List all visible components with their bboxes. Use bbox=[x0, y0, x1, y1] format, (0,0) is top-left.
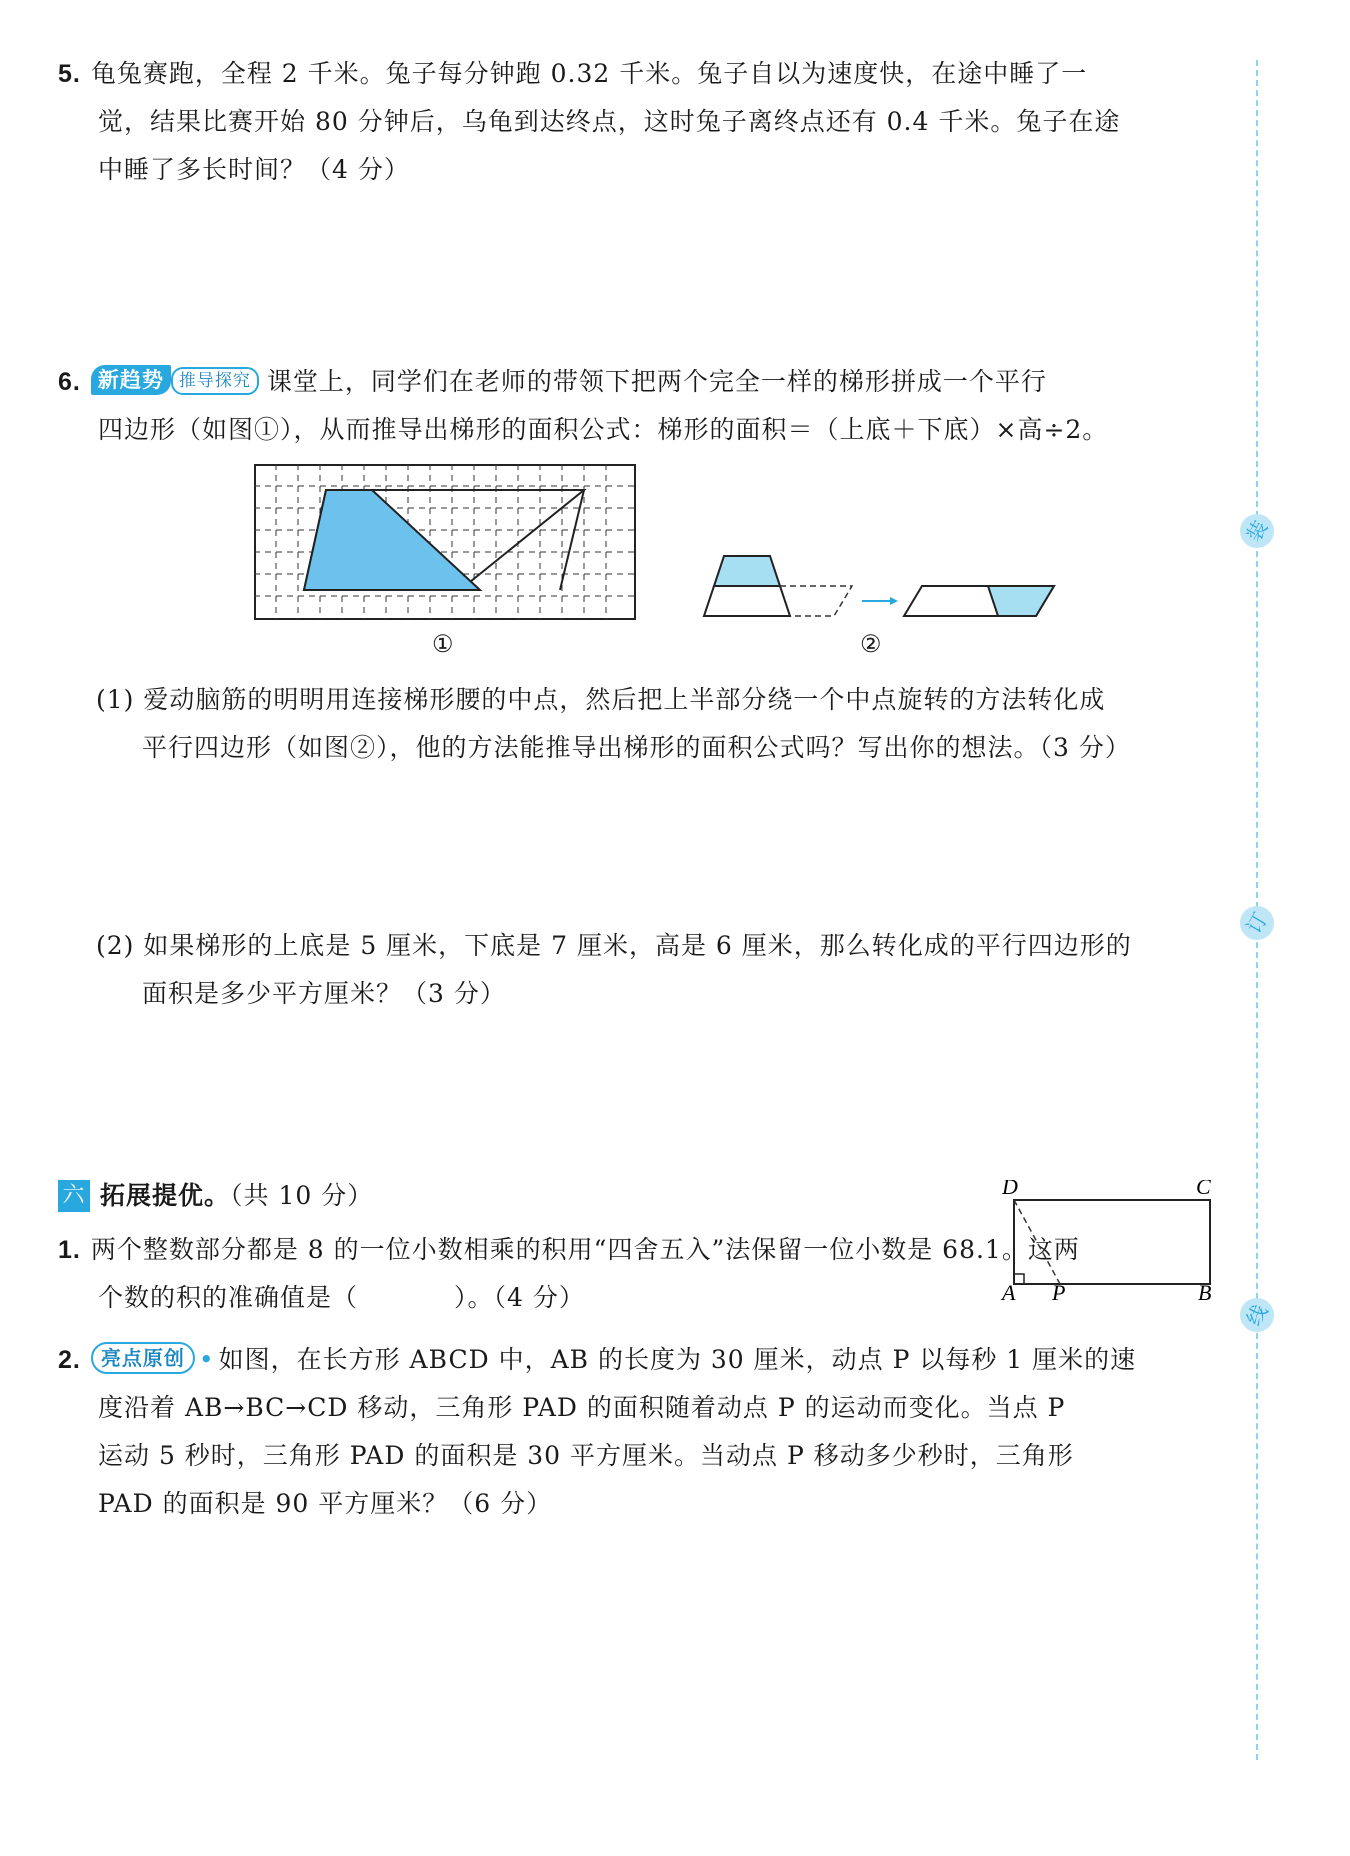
tag-dot-icon: • bbox=[198, 1345, 215, 1374]
figure-trapezoid-transform bbox=[694, 548, 1058, 620]
label-p: P bbox=[1052, 1280, 1066, 1300]
derivation-tag: 推导探究 bbox=[171, 367, 259, 395]
new-trend-tag: 新趋势 bbox=[91, 365, 171, 395]
question-text: 如图，在长方形 ABCD 中，AB 的长度为 30 厘米，动点 P 以每秒 1 厘米的速 bbox=[218, 1345, 1137, 1374]
sub-question-1 bbox=[96, 676, 1226, 772]
sub-question-text: 平行四边形（如图②），他的方法能推导出梯形的面积公式吗？写出你的想法。（3 分） bbox=[142, 733, 1131, 762]
question-number: 6. bbox=[58, 368, 81, 396]
original-tag: 亮点原创 bbox=[91, 1342, 195, 1374]
sub-question-number: (2) bbox=[96, 931, 135, 960]
binding-mark-3: 线 bbox=[1234, 1292, 1280, 1338]
question-5 bbox=[58, 50, 1218, 194]
question-text: 觉，结果比赛开始 80 分钟后，乌龟到达终点，这时兔子离终点还有 0.4 千米。兔子在途 bbox=[98, 107, 1121, 136]
sub-question-text: 爱动脑筋的明明用连接梯形腰的中点，然后把上半部分绕一个中点旋转的方法转化成 bbox=[143, 685, 1106, 714]
question-text: 度沿着 AB→BC→CD 移动，三角形 PAD 的面积随着动点 P 的运动而变化。当点 P bbox=[98, 1393, 1066, 1422]
section-badge: 六 bbox=[58, 1180, 90, 1212]
sub-question-text: 如果梯形的上底是 5 厘米，下底是 7 厘米，高是 6 厘米，那么转化成的平行四边形的 bbox=[143, 931, 1132, 960]
question-text: 龟兔赛跑，全程 2 千米。兔子每分钟跑 0.32 千米。兔子自以为速度快，在途中睡了一 bbox=[90, 59, 1088, 88]
sub-question-2 bbox=[96, 922, 1226, 1018]
label-b: B bbox=[1198, 1280, 1212, 1300]
question-number: 5. bbox=[58, 60, 81, 88]
section-title: 拓展提优。 bbox=[100, 1181, 231, 1210]
question-text: 四边形（如图①），从而推导出梯形的面积公式：梯形的面积＝（上底＋下底）×高÷2。 bbox=[98, 415, 1109, 444]
question-text: 中睡了多长时间？（4 分） bbox=[98, 155, 410, 184]
question-6 bbox=[58, 358, 1218, 454]
sub-question-text: 面积是多少平方厘米？（3 分） bbox=[142, 979, 506, 1008]
figure-rectangle-abcd bbox=[994, 1180, 1224, 1300]
question-number: 2. bbox=[58, 1346, 81, 1374]
label-a: A bbox=[1002, 1280, 1016, 1300]
label-c: C bbox=[1196, 1180, 1211, 1199]
question-text: 课堂上，同学们在老师的带领下把两个完全一样的梯形拼成一个平行 bbox=[266, 367, 1047, 396]
question-number: 1. bbox=[58, 1236, 81, 1264]
question-text: PAD 的面积是 90 平方厘米？（6 分） bbox=[98, 1489, 553, 1518]
question-text: 个数的积的准确值是（ bbox=[98, 1283, 359, 1312]
question-text: ）。（4 分） bbox=[454, 1283, 585, 1312]
question-text: 运动 5 秒时，三角形 PAD 的面积是 30 平方厘米。当动点 P 移动多少秒时，三角形 bbox=[98, 1441, 1074, 1470]
section-score: （共 10 分） bbox=[230, 1181, 374, 1210]
figure-1-caption: ① bbox=[432, 630, 454, 658]
binding-mark-2: 订 bbox=[1234, 900, 1280, 946]
figure-2-caption: ② bbox=[860, 630, 882, 658]
sub-question-number: (1) bbox=[96, 685, 135, 714]
label-d: D bbox=[1002, 1180, 1018, 1199]
binding-mark-1: 装 bbox=[1234, 508, 1280, 554]
figure-grid-trapezoid bbox=[254, 464, 636, 620]
extension-question-2 bbox=[58, 1336, 1218, 1528]
question-text: 两个整数部分都是 8 的一位小数相乘的积用“四舍五入”法保留一位小数是 68.1。这两 bbox=[90, 1235, 1080, 1264]
